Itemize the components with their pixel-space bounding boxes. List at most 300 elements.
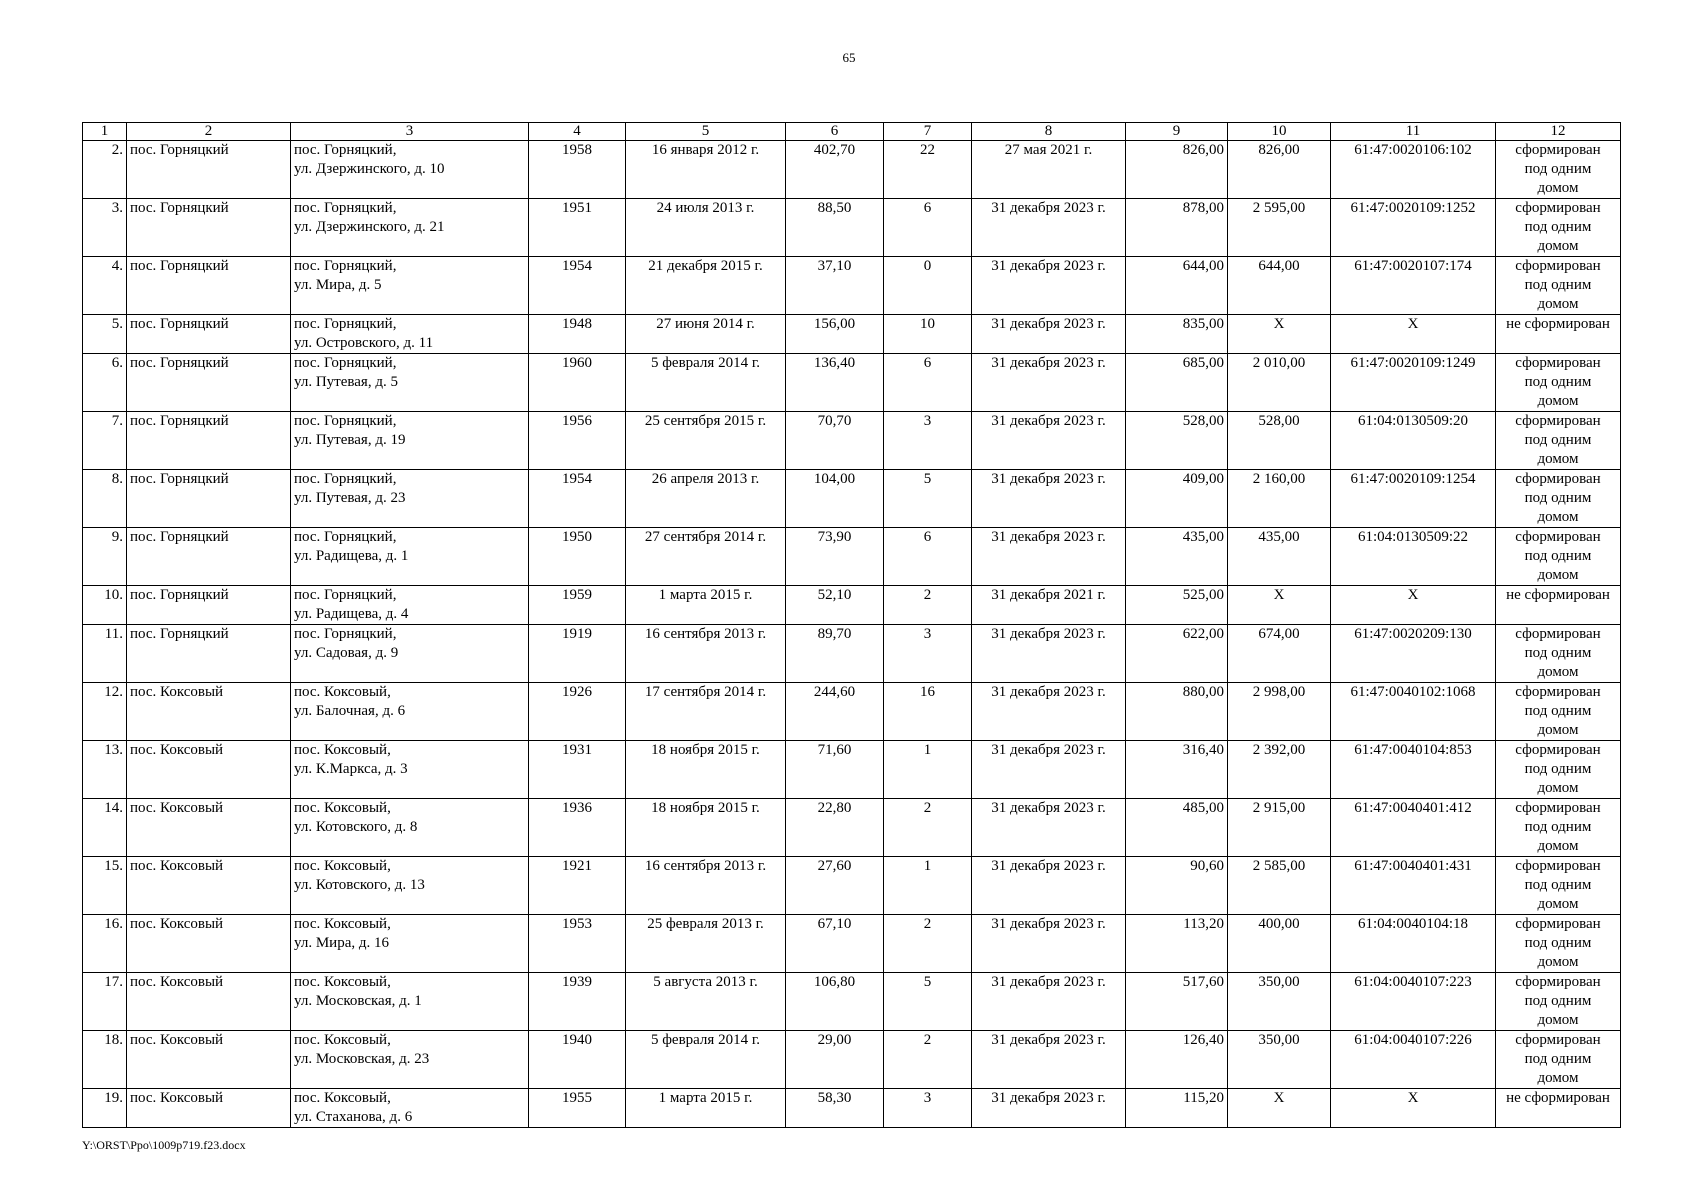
column-header-1: 1 (83, 123, 127, 141)
status-line: сформирован (1515, 413, 1601, 429)
table-row (83, 586, 1621, 625)
status-line: домом (1537, 664, 1579, 680)
residents-cell: 1 (884, 741, 972, 799)
status-line: сформирован (1515, 742, 1601, 758)
header-row (83, 123, 1621, 141)
address-settlement: пос. Коксовый, (294, 916, 391, 932)
land-area-cell: 400,00 (1228, 915, 1331, 973)
address-cell (291, 625, 529, 683)
area-cell: 67,10 (786, 915, 884, 973)
table-row (83, 470, 1621, 528)
land-area-cell: 528,00 (1228, 412, 1331, 470)
address-settlement: пос. Горняцкий, (294, 626, 397, 642)
residents-cell: 3 (884, 625, 972, 683)
table-row (83, 857, 1621, 915)
status-line: сформирован (1515, 355, 1601, 371)
address-cell (291, 741, 529, 799)
table-row (83, 1031, 1621, 1089)
settlement-cell: пос. Горняцкий (127, 586, 291, 625)
area-cell: 106,80 (786, 973, 884, 1031)
status-line: домом (1537, 238, 1579, 254)
area-cell: 58,30 (786, 1089, 884, 1128)
residents-cell: 6 (884, 199, 972, 257)
total-area-cell: 517,60 (1126, 973, 1228, 1031)
status-line: домом (1537, 838, 1579, 854)
build-year-cell: 1951 (529, 199, 626, 257)
area-cell: 89,70 (786, 625, 884, 683)
settlement-cell: пос. Коксовый (127, 857, 291, 915)
land-status-cell (1496, 412, 1621, 470)
recognition-date-cell: 16 сентября 2013 г. (626, 625, 786, 683)
area-cell: 244,60 (786, 683, 884, 741)
row-number: 10. (83, 586, 127, 625)
address-cell (291, 915, 529, 973)
land-area-cell: 2 915,00 (1228, 799, 1331, 857)
column-header-9: 9 (1126, 123, 1228, 141)
status-line: под одним (1524, 374, 1592, 390)
residents-cell: 22 (884, 141, 972, 199)
address-cell (291, 257, 529, 315)
address-settlement: пос. Горняцкий, (294, 316, 397, 332)
address-cell (291, 799, 529, 857)
status-line: сформирован (1515, 916, 1601, 932)
status-line: домом (1537, 296, 1579, 312)
address-settlement: пос. Горняцкий, (294, 413, 397, 429)
settlement-cell: пос. Горняцкий (127, 625, 291, 683)
row-number: 18. (83, 1031, 127, 1089)
row-number: 7. (83, 412, 127, 470)
recognition-date-cell: 16 сентября 2013 г. (626, 857, 786, 915)
address-street: ул. Путевая, д. 23 (294, 490, 406, 506)
total-area-cell: 126,40 (1126, 1031, 1228, 1089)
residents-cell: 2 (884, 1031, 972, 1089)
land-status-cell (1496, 799, 1621, 857)
cadastral-number-cell: 61:04:0040104:18 (1331, 915, 1496, 973)
build-year-cell: 1954 (529, 257, 626, 315)
row-number: 8. (83, 470, 127, 528)
land-status-cell (1496, 1089, 1621, 1128)
residents-cell: 1 (884, 857, 972, 915)
total-area-cell: 115,20 (1126, 1089, 1228, 1128)
address-settlement: пос. Коксовый, (294, 800, 391, 816)
settlement-cell: пос. Коксовый (127, 741, 291, 799)
cadastral-number-cell: 61:47:0040401:431 (1331, 857, 1496, 915)
cadastral-number-cell: 61:47:0020109:1254 (1331, 470, 1496, 528)
land-area-cell: X (1228, 586, 1331, 625)
build-year-cell: 1950 (529, 528, 626, 586)
table-row (83, 683, 1621, 741)
area-cell: 156,00 (786, 315, 884, 354)
status-line: домом (1537, 954, 1579, 970)
status-line: сформирован (1515, 974, 1601, 990)
land-area-cell: 2 392,00 (1228, 741, 1331, 799)
recognition-date-cell: 5 февраля 2014 г. (626, 1031, 786, 1089)
residents-cell: 5 (884, 470, 972, 528)
total-area-cell: 409,00 (1126, 470, 1228, 528)
planned-date-cell: 31 декабря 2023 г. (972, 412, 1126, 470)
row-number: 3. (83, 199, 127, 257)
cadastral-number-cell: 61:47:0040102:1068 (1331, 683, 1496, 741)
address-settlement: пос. Коксовый, (294, 1090, 391, 1106)
address-cell (291, 141, 529, 199)
status-line: под одним (1524, 548, 1592, 564)
recognition-date-cell: 27 сентября 2014 г. (626, 528, 786, 586)
planned-date-cell: 31 декабря 2023 г. (972, 799, 1126, 857)
address-cell (291, 199, 529, 257)
land-status-cell (1496, 973, 1621, 1031)
total-area-cell: 880,00 (1126, 683, 1228, 741)
build-year-cell: 1955 (529, 1089, 626, 1128)
cadastral-number-cell: 61:04:0130509:20 (1331, 412, 1496, 470)
table-row (83, 915, 1621, 973)
land-area-cell: X (1228, 1089, 1331, 1128)
total-area-cell: 878,00 (1126, 199, 1228, 257)
row-number: 5. (83, 315, 127, 354)
status-line: не сформирован (1506, 1090, 1610, 1106)
table-row (83, 741, 1621, 799)
land-area-cell: 350,00 (1228, 1031, 1331, 1089)
page-number: 65 (842, 50, 856, 65)
residents-cell: 3 (884, 1089, 972, 1128)
address-settlement: пос. Коксовый, (294, 684, 391, 700)
residents-cell: 5 (884, 973, 972, 1031)
address-street: ул. Мира, д. 16 (294, 935, 389, 951)
land-status-cell (1496, 528, 1621, 586)
status-line: домом (1537, 896, 1579, 912)
settlement-cell: пос. Коксовый (127, 683, 291, 741)
area-cell: 73,90 (786, 528, 884, 586)
address-street: ул. Островского, д. 11 (294, 335, 434, 351)
planned-date-cell: 31 декабря 2023 г. (972, 528, 1126, 586)
land-area-cell: 435,00 (1228, 528, 1331, 586)
address-street: ул. Дзержинского, д. 10 (294, 161, 445, 177)
total-area-cell: 90,60 (1126, 857, 1228, 915)
status-line: под одним (1524, 935, 1592, 951)
address-street: ул. К.Маркса, д. 3 (294, 761, 408, 777)
table-row (83, 315, 1621, 354)
address-street: ул. Московская, д. 1 (294, 993, 422, 1009)
total-area-cell: 644,00 (1126, 257, 1228, 315)
recognition-date-cell: 5 февраля 2014 г. (626, 354, 786, 412)
recognition-date-cell: 18 ноября 2015 г. (626, 799, 786, 857)
table-row (83, 412, 1621, 470)
planned-date-cell: 31 декабря 2023 г. (972, 683, 1126, 741)
row-number: 19. (83, 1089, 127, 1128)
status-line: домом (1537, 780, 1579, 796)
address-cell (291, 354, 529, 412)
recognition-date-cell: 1 марта 2015 г. (626, 586, 786, 625)
status-line: сформирован (1515, 684, 1601, 700)
cadastral-number-cell: 61:47:0020107:174 (1331, 257, 1496, 315)
status-line: под одним (1524, 277, 1592, 293)
status-line: под одним (1524, 993, 1592, 1009)
settlement-cell: пос. Коксовый (127, 915, 291, 973)
total-area-cell: 622,00 (1126, 625, 1228, 683)
build-year-cell: 1919 (529, 625, 626, 683)
cadastral-number-cell: X (1331, 315, 1496, 354)
status-line: домом (1537, 509, 1579, 525)
cadastral-number-cell: 61:47:0020106:102 (1331, 141, 1496, 199)
settlement-cell: пос. Коксовый (127, 973, 291, 1031)
build-year-cell: 1960 (529, 354, 626, 412)
status-line: сформирован (1515, 258, 1601, 274)
build-year-cell: 1931 (529, 741, 626, 799)
cadastral-number-cell: 61:47:0020109:1249 (1331, 354, 1496, 412)
area-cell: 402,70 (786, 141, 884, 199)
table-row (83, 799, 1621, 857)
address-cell (291, 412, 529, 470)
address-settlement: пос. Горняцкий, (294, 142, 397, 158)
status-line: под одним (1524, 703, 1592, 719)
planned-date-cell: 27 мая 2021 г. (972, 141, 1126, 199)
land-status-cell (1496, 257, 1621, 315)
land-area-cell: X (1228, 315, 1331, 354)
planned-date-cell: 31 декабря 2023 г. (972, 857, 1126, 915)
residents-cell: 2 (884, 915, 972, 973)
land-status-cell (1496, 354, 1621, 412)
total-area-cell: 485,00 (1126, 799, 1228, 857)
build-year-cell: 1959 (529, 586, 626, 625)
address-settlement: пос. Коксовый, (294, 742, 391, 758)
address-settlement: пос. Горняцкий, (294, 587, 397, 603)
area-cell: 70,70 (786, 412, 884, 470)
land-status-cell (1496, 315, 1621, 354)
total-area-cell: 528,00 (1126, 412, 1228, 470)
recognition-date-cell: 21 декабря 2015 г. (626, 257, 786, 315)
total-area-cell: 435,00 (1126, 528, 1228, 586)
table-row (83, 199, 1621, 257)
table-row (83, 354, 1621, 412)
recognition-date-cell: 24 июля 2013 г. (626, 199, 786, 257)
address-street: ул. Садовая, д. 9 (294, 645, 399, 661)
area-cell: 52,10 (786, 586, 884, 625)
planned-date-cell: 31 декабря 2023 г. (972, 1031, 1126, 1089)
status-line: под одним (1524, 645, 1592, 661)
settlement-cell: пос. Горняцкий (127, 257, 291, 315)
address-cell (291, 586, 529, 625)
planned-date-cell: 31 декабря 2023 г. (972, 1089, 1126, 1128)
area-cell: 29,00 (786, 1031, 884, 1089)
address-street: ул. Дзержинского, д. 21 (294, 219, 445, 235)
land-area-cell: 2 010,00 (1228, 354, 1331, 412)
row-number: 4. (83, 257, 127, 315)
total-area-cell: 525,00 (1126, 586, 1228, 625)
address-street: ул. Балочная, д. 6 (294, 703, 406, 719)
status-line: домом (1537, 1012, 1579, 1028)
address-settlement: пос. Коксовый, (294, 858, 391, 874)
address-cell (291, 857, 529, 915)
row-number: 6. (83, 354, 127, 412)
settlement-cell: пос. Горняцкий (127, 412, 291, 470)
status-line: под одним (1524, 819, 1592, 835)
recognition-date-cell: 1 марта 2015 г. (626, 1089, 786, 1128)
column-header-3: 3 (291, 123, 529, 141)
status-line: сформирован (1515, 800, 1601, 816)
table-row (83, 257, 1621, 315)
address-settlement: пос. Горняцкий, (294, 471, 397, 487)
status-line: под одним (1524, 761, 1592, 777)
address-settlement: пос. Коксовый, (294, 974, 391, 990)
address-cell (291, 528, 529, 586)
status-line: сформирован (1515, 1032, 1601, 1048)
planned-date-cell: 31 декабря 2023 г. (972, 470, 1126, 528)
settlement-cell: пос. Горняцкий (127, 528, 291, 586)
settlement-cell: пос. Горняцкий (127, 470, 291, 528)
status-line: не сформирован (1506, 587, 1610, 603)
cadastral-number-cell: 61:47:0040104:853 (1331, 741, 1496, 799)
address-cell (291, 973, 529, 1031)
build-year-cell: 1936 (529, 799, 626, 857)
planned-date-cell: 31 декабря 2023 г. (972, 973, 1126, 1031)
cadastral-number-cell: 61:47:0040401:412 (1331, 799, 1496, 857)
build-year-cell: 1958 (529, 141, 626, 199)
area-cell: 37,10 (786, 257, 884, 315)
settlement-cell: пос. Коксовый (127, 799, 291, 857)
address-cell (291, 1089, 529, 1128)
residents-cell: 10 (884, 315, 972, 354)
status-line: домом (1537, 180, 1579, 196)
row-number: 15. (83, 857, 127, 915)
land-area-cell: 644,00 (1228, 257, 1331, 315)
planned-date-cell: 31 декабря 2023 г. (972, 625, 1126, 683)
recognition-date-cell: 16 января 2012 г. (626, 141, 786, 199)
cadastral-number-cell: 61:47:0020209:130 (1331, 625, 1496, 683)
recognition-date-cell: 5 августа 2013 г. (626, 973, 786, 1031)
status-line: сформирован (1515, 529, 1601, 545)
cadastral-number-cell: X (1331, 1089, 1496, 1128)
build-year-cell: 1953 (529, 915, 626, 973)
status-line: под одним (1524, 877, 1592, 893)
residents-cell: 0 (884, 257, 972, 315)
address-street: ул. Путевая, д. 5 (294, 374, 398, 390)
area-cell: 88,50 (786, 199, 884, 257)
land-status-cell (1496, 915, 1621, 973)
row-number: 11. (83, 625, 127, 683)
build-year-cell: 1939 (529, 973, 626, 1031)
recognition-date-cell: 26 апреля 2013 г. (626, 470, 786, 528)
land-status-cell (1496, 857, 1621, 915)
housing-registry-table (82, 122, 1621, 1128)
land-status-cell (1496, 683, 1621, 741)
land-status-cell (1496, 141, 1621, 199)
address-settlement: пос. Горняцкий, (294, 200, 397, 216)
status-line: под одним (1524, 490, 1592, 506)
table-row (83, 973, 1621, 1031)
address-cell (291, 470, 529, 528)
settlement-cell: пос. Коксовый (127, 1089, 291, 1128)
build-year-cell: 1926 (529, 683, 626, 741)
planned-date-cell: 31 декабря 2023 г. (972, 257, 1126, 315)
cadastral-number-cell: 61:04:0130509:22 (1331, 528, 1496, 586)
status-line: домом (1537, 393, 1579, 409)
status-line: не сформирован (1506, 316, 1610, 332)
area-cell: 22,80 (786, 799, 884, 857)
land-status-cell (1496, 741, 1621, 799)
status-line: под одним (1524, 161, 1592, 177)
settlement-cell: пос. Горняцкий (127, 141, 291, 199)
row-number: 12. (83, 683, 127, 741)
column-header-10: 10 (1228, 123, 1331, 141)
address-settlement: пос. Горняцкий, (294, 529, 397, 545)
build-year-cell: 1954 (529, 470, 626, 528)
status-line: сформирован (1515, 858, 1601, 874)
land-status-cell (1496, 586, 1621, 625)
land-area-cell: 826,00 (1228, 141, 1331, 199)
column-header-6: 6 (786, 123, 884, 141)
column-header-12: 12 (1496, 123, 1621, 141)
address-street: ул. Путевая, д. 19 (294, 432, 406, 448)
row-number: 9. (83, 528, 127, 586)
settlement-cell: пос. Горняцкий (127, 199, 291, 257)
table-row (83, 625, 1621, 683)
planned-date-cell: 31 декабря 2023 г. (972, 199, 1126, 257)
residents-cell: 3 (884, 412, 972, 470)
address-street: ул. Мира, д. 5 (294, 277, 382, 293)
land-area-cell: 2 998,00 (1228, 683, 1331, 741)
total-area-cell: 835,00 (1126, 315, 1228, 354)
recognition-date-cell: 27 июня 2014 г. (626, 315, 786, 354)
settlement-cell: пос. Коксовый (127, 1031, 291, 1089)
status-line: сформирован (1515, 200, 1601, 216)
area-cell: 104,00 (786, 470, 884, 528)
status-line: домом (1537, 567, 1579, 583)
land-status-cell (1496, 199, 1621, 257)
land-area-cell: 2 595,00 (1228, 199, 1331, 257)
status-line: сформирован (1515, 626, 1601, 642)
column-header-5: 5 (626, 123, 786, 141)
column-header-11: 11 (1331, 123, 1496, 141)
address-cell (291, 1031, 529, 1089)
area-cell: 71,60 (786, 741, 884, 799)
residents-cell: 2 (884, 799, 972, 857)
planned-date-cell: 31 декабря 2023 г. (972, 741, 1126, 799)
area-cell: 136,40 (786, 354, 884, 412)
status-line: домом (1537, 1070, 1579, 1086)
settlement-cell: пос. Горняцкий (127, 315, 291, 354)
land-status-cell (1496, 625, 1621, 683)
land-area-cell: 2 585,00 (1228, 857, 1331, 915)
build-year-cell: 1948 (529, 315, 626, 354)
row-number: 16. (83, 915, 127, 973)
status-line: под одним (1524, 432, 1592, 448)
address-street: ул. Котовского, д. 13 (294, 877, 425, 893)
column-header-8: 8 (972, 123, 1126, 141)
status-line: домом (1537, 722, 1579, 738)
cadastral-number-cell: 61:04:0040107:223 (1331, 973, 1496, 1031)
status-line: сформирован (1515, 142, 1601, 158)
recognition-date-cell: 17 сентября 2014 г. (626, 683, 786, 741)
address-settlement: пос. Горняцкий, (294, 258, 397, 274)
residents-cell: 16 (884, 683, 972, 741)
land-area-cell: 2 160,00 (1228, 470, 1331, 528)
planned-date-cell: 31 декабря 2023 г. (972, 915, 1126, 973)
planned-date-cell: 31 декабря 2023 г. (972, 315, 1126, 354)
column-header-7: 7 (884, 123, 972, 141)
row-number: 13. (83, 741, 127, 799)
area-cell: 27,60 (786, 857, 884, 915)
total-area-cell: 316,40 (1126, 741, 1228, 799)
cadastral-number-cell: 61:47:0020109:1252 (1331, 199, 1496, 257)
total-area-cell: 113,20 (1126, 915, 1228, 973)
build-year-cell: 1921 (529, 857, 626, 915)
residents-cell: 6 (884, 528, 972, 586)
table-body (83, 141, 1621, 1128)
address-cell (291, 315, 529, 354)
land-status-cell (1496, 1031, 1621, 1089)
settlement-cell: пос. Горняцкий (127, 354, 291, 412)
cadastral-number-cell: 61:04:0040107:226 (1331, 1031, 1496, 1089)
recognition-date-cell: 25 февраля 2013 г. (626, 915, 786, 973)
